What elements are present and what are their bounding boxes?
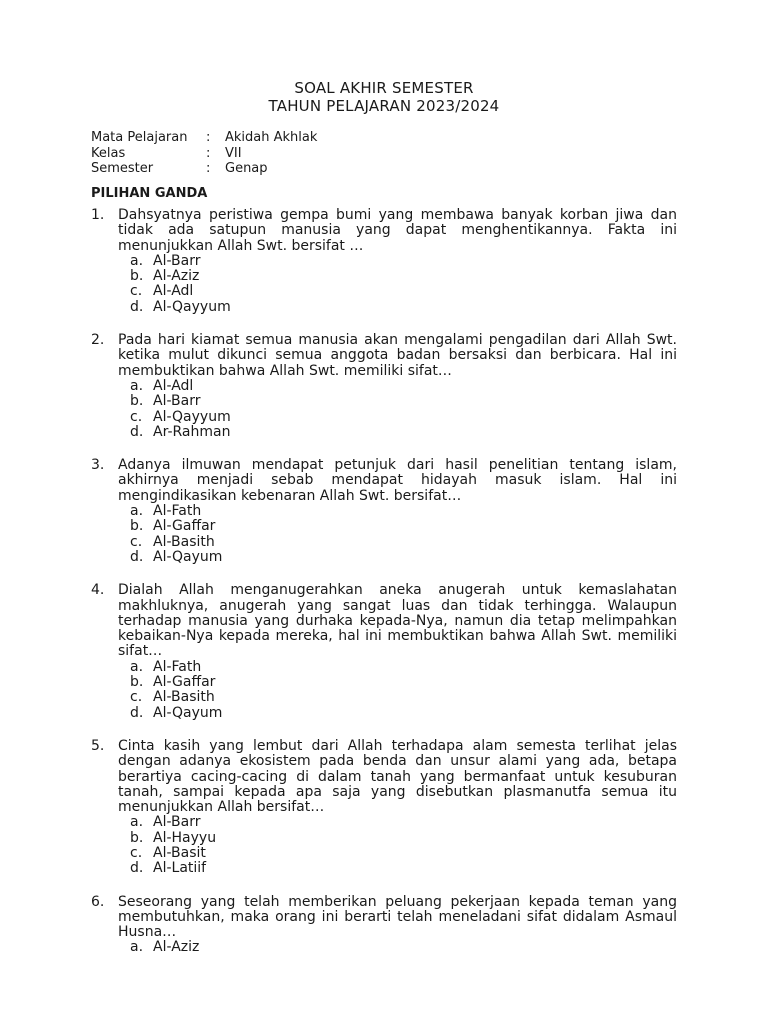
option-letter: d. (130, 298, 144, 315)
info-colon: : (206, 161, 211, 176)
info-label: Kelas (91, 145, 126, 161)
option-text: Al-Gaffar (153, 674, 216, 691)
option-item (130, 519, 677, 534)
option-letter: a. (130, 658, 144, 675)
option-item (130, 660, 677, 675)
option-text: Al-Fath (153, 658, 202, 675)
info-value: Akidah Akhlak (225, 130, 318, 145)
question-text: Seseorang yang telah memberikan peluang pekerjaan kepada teman yang membutuhkan, maka orang ini berarti telah meneladani sifat didalam Asmaul Husna… (118, 893, 677, 941)
info-row-class (91, 146, 317, 162)
option-text: Al-Basit (153, 844, 206, 861)
subject-info (91, 130, 317, 177)
option-letter: a. (130, 814, 144, 831)
question-number: 6. (91, 893, 105, 910)
option-text: Al-Aziz (153, 268, 200, 285)
option-text: Al-Qayyum (153, 408, 231, 425)
option-item (130, 550, 677, 565)
option-letter: b. (130, 393, 144, 410)
question-item (91, 208, 677, 315)
option-item (130, 535, 677, 550)
question-number: 5. (91, 737, 105, 754)
section-heading: PILIHAN GANDA (91, 186, 208, 201)
option-text: Al-Qayum (153, 704, 223, 721)
question-number: 3. (91, 457, 105, 474)
option-letter: c. (130, 533, 143, 550)
option-item (130, 300, 677, 315)
option-item (130, 410, 677, 425)
question-text: Pada hari kiamat semua manusia akan mengalami pengadilan dari Allah Swt. ketika mulut dikunci semua anggota badan bersaksi dan berbicara. Hal ini membuktikan bahwa Allah Swt. memiliki sifat… (118, 332, 677, 379)
option-item (130, 425, 677, 440)
option-text: Al-Basith (153, 689, 215, 706)
option-list (130, 254, 677, 315)
option-item (130, 394, 677, 409)
option-text: Al-Qayum (153, 548, 223, 565)
option-text: Al-Basith (153, 533, 215, 550)
question-text: Dialah Allah menganugerahkan aneka anugerah untuk kemaslahatan makhluknya, anugerah yang sangat luas dan tidak terhingga. Walaupun terhadap manusia yang durhaka kepada-Nya, namun dia tetap melimpahkan kebaikan-Nya kepada mereka, hal ini membuktikan bahwa Allah Swt. memiliki sifat… (118, 582, 677, 660)
option-item (130, 379, 677, 394)
option-letter: b. (130, 268, 144, 285)
option-item (130, 254, 677, 269)
option-text: Al-Aziz (153, 939, 200, 956)
question-item (91, 333, 677, 440)
option-list (130, 504, 677, 565)
option-item (130, 504, 677, 519)
option-letter: d. (130, 423, 144, 440)
option-letter: a. (130, 503, 144, 520)
question-number: 2. (91, 332, 105, 349)
question-number: 4. (91, 582, 105, 599)
option-text: Al-Fath (153, 503, 202, 520)
option-text: Al-Barr (153, 252, 201, 269)
option-item (130, 815, 677, 830)
question-item (91, 583, 677, 721)
question-list (91, 208, 677, 974)
option-item (130, 269, 677, 284)
option-item (130, 940, 677, 955)
info-row-semester (91, 161, 317, 177)
option-letter: a. (130, 377, 144, 394)
option-letter: d. (130, 548, 144, 565)
title-line-1: SOAL AKHIR SEMESTER (294, 79, 474, 97)
option-text: Al-Qayyum (153, 298, 231, 315)
option-letter: b. (130, 518, 144, 535)
info-row-subject (91, 130, 317, 146)
option-text: Ar-Rahman (153, 423, 231, 440)
option-item (130, 846, 677, 861)
info-value: Genap (225, 161, 268, 176)
option-letter: d. (130, 860, 144, 877)
option-list (130, 940, 677, 955)
question-text: Dahsyatnya peristiwa gempa bumi yang membawa banyak korban jiwa dan tidak ada satupun manusia yang dapat menghentikannya. Fakta ini menunjukkan Allah Swt. bersifat … (118, 207, 677, 254)
question-number: 1. (91, 207, 105, 223)
option-item (130, 675, 677, 690)
document-title (0, 79, 768, 115)
option-list (130, 660, 677, 721)
option-list (130, 379, 677, 440)
info-colon: : (206, 145, 211, 161)
info-label: Mata Pelajaran (91, 130, 188, 145)
title-line-2: TAHUN PELAJARAN 2023/2024 (268, 97, 500, 115)
option-text: Al-Barr (153, 814, 201, 831)
option-item (130, 284, 677, 299)
option-letter: b. (130, 674, 144, 691)
option-text: Al-Adl (153, 283, 194, 300)
option-text: Al-Gaffar (153, 518, 216, 535)
option-item (130, 690, 677, 705)
option-text: Al-Hayyu (153, 829, 217, 846)
question-text: Cinta kasih yang lembut dari Allah terhadapa alam semesta terlihat jelas dengan adanya ekosistem pada benda dan unsur alami yang ada, betapa berartiya cacing-cacing di dalam tanah yang bermanfaat untuk kesuburan tanah, sampai kepada apa saja yang disebutkan plasmanutfa semua itu menunjukkan Allah bersifat… (118, 737, 677, 816)
option-letter: c. (130, 689, 143, 706)
question-item (91, 458, 677, 565)
option-letter: c. (130, 283, 143, 300)
info-value: VII (225, 145, 242, 161)
question-item (91, 739, 677, 877)
info-colon: : (206, 130, 211, 145)
option-item (130, 831, 677, 846)
option-item (130, 706, 677, 721)
option-text: Al-Adl (153, 377, 194, 394)
option-text: Al-Latiif (153, 860, 207, 877)
question-item (91, 895, 677, 956)
option-item (130, 861, 677, 876)
option-list (130, 815, 677, 876)
option-letter: c. (130, 844, 143, 861)
info-label: Semester (91, 161, 154, 176)
option-letter: c. (130, 408, 143, 425)
option-letter: a. (130, 939, 144, 956)
option-letter: a. (130, 252, 144, 269)
option-text: Al-Barr (153, 393, 201, 410)
option-letter: b. (130, 829, 144, 846)
option-letter: d. (130, 704, 144, 721)
question-text: Adanya ilmuwan mendapat petunjuk dari hasil penelitian tentang islam, akhirnya menjadi sebab mendapat hidayah masuk islam. Hal ini mengindikasikan kebenaran Allah Swt. bersifat… (118, 457, 677, 504)
